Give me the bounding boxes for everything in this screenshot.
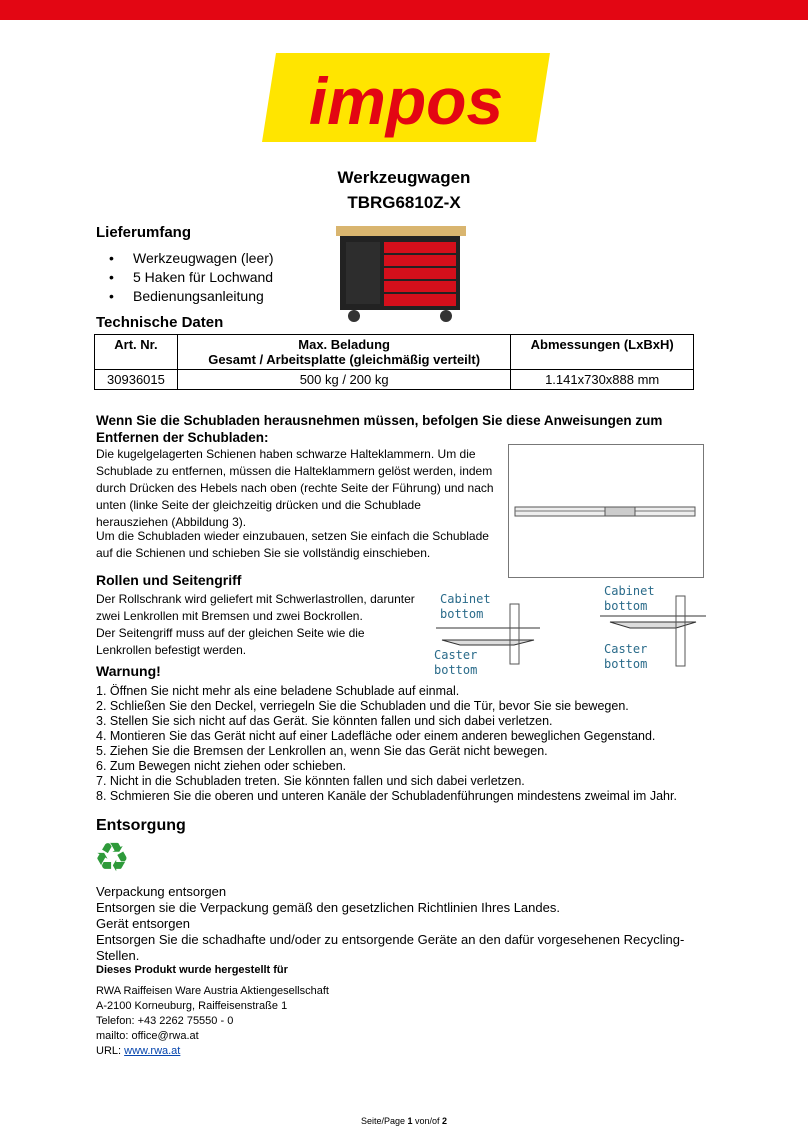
list-item: • Werkzeugwagen (leer) (96, 249, 274, 268)
specs-heading: Technische Daten (96, 314, 224, 331)
d2-bot2: bottom (604, 657, 648, 671)
specs-table (94, 334, 694, 390)
list-item: • 5 Haken für Lochwand (96, 268, 274, 287)
disposal-l3: Gerät entsorgen (96, 916, 190, 931)
th-load-2: Gesamt / Arbeitsplatte (gleichmäßig verteilt) (208, 352, 481, 367)
page-footer (0, 1116, 808, 1126)
td-load: 500 kg / 200 kg (177, 370, 510, 390)
th-load-1: Max. Beladung (298, 337, 391, 352)
delivery-heading: Lieferumfang (96, 224, 192, 241)
url-label: URL: (96, 1045, 125, 1057)
footer-b: 1 (407, 1116, 413, 1126)
caster-diagram-1 (430, 590, 542, 678)
list-item: 6. Zum Bewegen nicht ziehen oder schieben. (96, 759, 347, 773)
th-dim: Abmessungen (LxBxH) (511, 335, 694, 370)
brand-logo-text: impos (308, 64, 504, 138)
maker-l2: A-2100 Korneuburg, Raiffeisenstraße 1 (96, 1000, 288, 1012)
casters-heading: Rollen und Seitengriff (96, 572, 242, 588)
disposal-text (96, 884, 716, 964)
footer-d: 2 (442, 1116, 448, 1126)
cart-photo (332, 224, 468, 322)
disposal-l4: Entsorgen Sie die schadhafte und/oder zu entsorgende Geräte an den dafür vorgesehenen Recycling-Stellen. (96, 932, 685, 963)
drawers-p1: Die kugelgelagerten Schienen haben schwarze Halteklammern. Um die Schublade zu entfernen, müssen die Halteklammern gelöst werden, indem durch Drücken des Hebels nach oben (rechte Seite der Führung) und nach unten (linke Seite der gleichzeitig drücken und die Schublade herausziehen (Abbildung 3). (96, 447, 494, 529)
td-dim: 1.141x730x888 mm (511, 370, 694, 390)
maker-address (96, 984, 329, 1059)
warning-heading: Warnung! (96, 663, 161, 679)
d1-bot: Caster (434, 648, 478, 662)
maker-heading: Dieses Produkt wurde hergestellt für (96, 964, 288, 976)
list-item: 2. Schließen Sie den Deckel, verriegeln Sie die Schubladen und die Tür, bevor Sie sie bewegen. (96, 699, 629, 713)
list-item: 1. Öffnen Sie nicht mehr als eine beladene Schublade auf einmal. (96, 684, 460, 698)
d1-top2: bottom (440, 607, 484, 621)
top-bar (0, 0, 808, 20)
casters-p1: Der Rollschrank wird geliefert mit Schwerlastrollen, darunter zwei Lenkrollen mit Bremsen und zwei Bockrollen. (96, 592, 415, 623)
casters-p2: Der Seitengriff muss auf der gleichen Seite wie die Lenkrollen befestigt werden. (96, 626, 365, 657)
caster-diagram-2 (596, 582, 708, 674)
maker-l3: Telefon: +43 2262 75550 - 0 (96, 1015, 234, 1027)
maker-url-link[interactable]: www.rwa.at (124, 1045, 181, 1057)
drawers-p2: Um die Schubladen wieder einzubauen, setzen Sie einfach die Schublade auf die Schienen und schieben Sie sie vollständig einschieben. (96, 529, 489, 560)
th-art: Art. Nr. (95, 335, 178, 370)
td-art: 30936015 (95, 370, 178, 390)
maker-l4: mailto: office@rwa.at (96, 1030, 199, 1042)
d2-bot: Caster (604, 642, 648, 656)
d1-bot2: bottom (434, 663, 478, 677)
d1-top: Cabinet (440, 592, 491, 606)
d2-top2: bottom (604, 599, 648, 613)
disposal-heading: Entsorgung (96, 817, 186, 834)
warning-list (96, 684, 716, 804)
list-item: • Bedienungsanleitung (96, 287, 274, 306)
th-load (177, 335, 510, 370)
doc-title: Werkzeugwagen (337, 168, 471, 187)
delivery-list (96, 249, 274, 306)
footer-c: von/of (412, 1116, 443, 1126)
maker-l1: RWA Raiffeisen Ware Austria Aktiengesellschaft (96, 985, 329, 997)
list-item: 4. Montieren Sie das Gerät nicht auf einer Ladefläche oder einem anderen beweglichen Gegenstand. (96, 729, 656, 743)
list-item: 7. Nicht in die Schubladen treten. Sie könnten fallen und sich dabei verletzen. (96, 774, 525, 788)
doc-model: TBRG6810Z-X (347, 193, 461, 212)
rail-figure (508, 444, 704, 578)
d2-top: Cabinet (604, 584, 655, 598)
brand-logo (262, 53, 550, 142)
list-item: 8. Schmieren Sie die oberen und unteren Kanäle der Schubladenführungen mindestens zweimal im Jahr. (96, 789, 677, 803)
disposal-l2: Entsorgen sie die Verpackung gemäß den gesetzlichen Richtlinien Ihres Landes. (96, 900, 560, 915)
footer-a: Seite/Page (360, 1116, 408, 1126)
list-item: 5. Ziehen Sie die Bremsen der Lenkrollen an, wenn Sie das Gerät nicht bewegen. (96, 744, 548, 758)
recycle-icon: ♻ (94, 835, 130, 881)
disposal-l1: Verpackung entsorgen (96, 884, 227, 899)
maker-url-line (96, 1044, 329, 1059)
drawers-heading: Wenn Sie die Schubladen herausnehmen müssen, befolgen Sie diese Anweisungen zum Entfernen der Schubladen: (96, 413, 663, 445)
list-item: 3. Stellen Sie sich nicht auf das Gerät. Sie könnten fallen und sich dabei verletzen. (96, 714, 553, 728)
